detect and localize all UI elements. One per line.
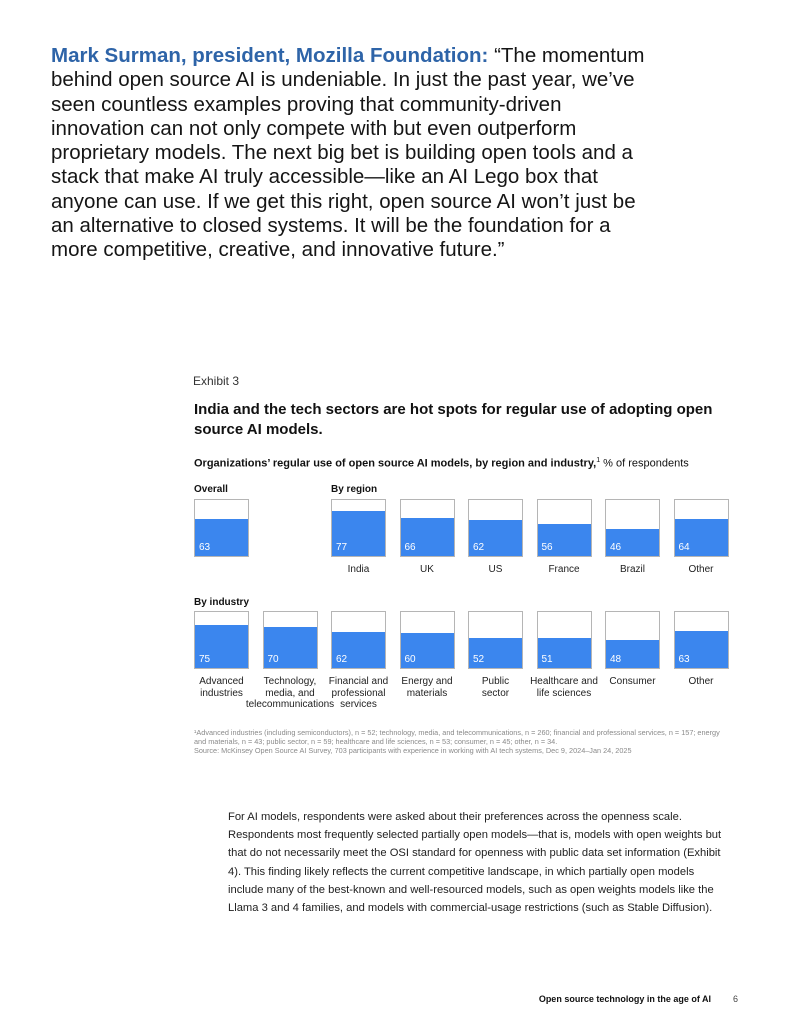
overall-value-label: 63 [199,542,211,553]
industry-financial-and-professional-services-label: Financial and professional services [328,676,389,710]
region-france-label: France [548,564,580,575]
source-text: Source: McKinsey Open Source AI Survey, 703 participants with experience in working with AI tech systems, Dec 9, 2024–Jan 24, 2025 [194,746,632,755]
overall-bar [195,519,248,556]
industry-advanced-industries-bar [195,625,248,669]
footnote-text: ¹Advanced industries (including semiconductors), n = 52; technology, media, and telecommunications, n = 260; financial and professional services, n = 157; energy and materials, n = 43; public sector, n = 59; healthcare and life sciences, n = 53; consumer, n = 45; other, n = 34. [194,728,720,746]
industry-financial-and-professional-services-value-label: 62 [336,654,348,665]
industry-advanced-industries-label: Advanced industries [199,676,244,699]
region-brazil-value-label: 46 [610,542,622,553]
region-us-cell [468,499,523,557]
industry-other-bar [675,631,728,668]
region-us-bar [469,520,522,556]
industry-technology-media-and-telecommunications-value-label: 70 [267,654,279,665]
region-france-cell [537,499,592,557]
overall-label: Overall [194,484,228,495]
region-france-bar [538,524,591,556]
chart-subtitle [194,457,689,470]
industry-consumer-bar [606,640,659,668]
region-other-bar [675,519,728,556]
chart-footnote [194,728,730,755]
by-industry-label: By industry [194,597,250,608]
industry-public-sector-cell [468,611,523,669]
industry-public-sector-value-label: 52 [473,654,485,665]
industry-healthcare-and-life-sciences-value-label: 51 [541,654,553,665]
industry-technology-media-and-telecommunications-bar [264,627,317,668]
industry-other-label: Other [688,676,714,687]
industry-energy-and-materials-label: Energy and materials [401,676,453,699]
industry-energy-and-materials-bar [401,633,454,668]
industry-financial-and-professional-services-bar [332,632,385,668]
footer-title: Open source technology in the age of AI [538,994,711,1004]
region-india-bar [332,511,385,556]
region-other-cell [674,499,729,557]
industry-technology-media-and-telecommunications-cell [263,611,318,669]
region-france-value-label: 56 [541,542,553,553]
region-india-label: India [347,564,370,575]
region-uk-label: UK [420,564,434,575]
industry-technology-media-and-telecommunications-label: Technology, media, and telecommunications [245,676,335,710]
region-us-label: US [488,564,503,575]
industry-other-value-label: 63 [678,654,690,665]
chart-subtitle-unit: % of respondents [600,457,689,470]
region-india-value-label: 77 [336,542,348,553]
page-number: 6 [733,994,739,1004]
industry-advanced-industries-value-label: 75 [199,654,211,665]
region-uk-cell [400,499,455,557]
industry-consumer-value-label: 48 [610,654,622,665]
industry-healthcare-and-life-sciences-bar [538,638,591,668]
body-paragraph: For AI models, respondents were asked about their preferences across the openness scale. Respondents most frequently selected partially open models—that is, models with open weights but that do not necessarily meet the OSI standard for openness with public data set information (Exhibit 4). This finding likely reflects the current competitive landscape, in which partially open models include many of the best-known and well-resourced models, such as open weights models like the Llama 3 and 4 families, and models with commercial-usage restrictions (such as Stable Diffusion). [228,811,722,915]
industry-healthcare-and-life-sciences-cell [537,611,592,669]
exhibit-title: India and the tech sectors are hot spots for regular use of adopting open source AI models. [194,401,713,438]
overall-cell [194,499,249,557]
region-other-label: Other [688,564,714,575]
region-brazil-bar [606,529,659,556]
industry-energy-and-materials-cell [400,611,455,669]
industry-other-cell [674,611,729,669]
region-uk-bar [401,518,454,556]
industry-consumer-label: Consumer [609,676,656,687]
region-brazil-cell [605,499,660,557]
region-india-cell [331,499,386,557]
region-us-value-label: 62 [473,542,485,553]
industry-public-sector-label: Public sector [481,676,510,699]
industry-advanced-industries-cell [194,611,249,669]
quote-speaker: Mark Surman, president, Mozilla Foundation: [51,44,489,67]
industry-financial-and-professional-services-cell [331,611,386,669]
chart-subtitle-footnote-ref: 1 [596,457,601,464]
industry-healthcare-and-life-sciences-label: Healthcare and life sciences [530,676,598,699]
exhibit-label: Exhibit 3 [193,374,240,388]
industry-energy-and-materials-value-label: 60 [404,654,416,665]
pull-quote [51,44,651,263]
region-other-value-label: 64 [678,542,690,553]
chart-subtitle-main: Organizations’ regular use of open source AI models, by region and industry, [194,457,597,470]
industry-consumer-cell [605,611,660,669]
industry-public-sector-bar [469,638,522,668]
region-uk-value-label: 66 [404,542,416,553]
by-region-label: By region [331,484,378,495]
quote-text: “The momentum behind open source AI is undeniable. In just the past year, we’ve seen countless examples proving that community-driven innovation can not only compete with but even outperform proprietary models. The next big bet is building open tools and a stack that make AI truly accessible—like an AI Lego box that anyone can use. If we get this right, open source AI won’t just be an alternative to closed systems. It will be the foundation for a more competitive, creative, and innovative future.” [51,44,645,262]
region-brazil-label: Brazil [619,564,645,575]
